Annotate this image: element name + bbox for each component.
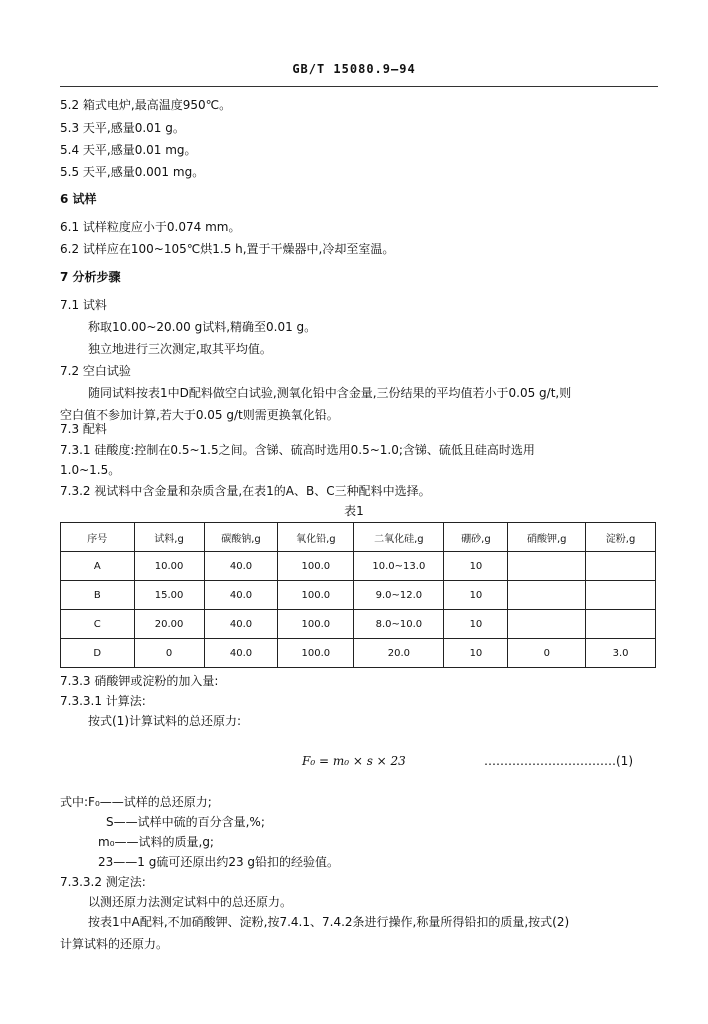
table-caption: 表1 [344,504,364,518]
header-rule [60,86,658,87]
section-7-title: 7 分析步骤 [60,270,121,284]
table-cell: 15.00 [134,581,204,610]
clause-7-3-3-2-text-1: 以测还原力法测定试料中的总还原力。 [88,895,293,909]
table-cell: B [61,581,135,610]
table-row [61,639,656,668]
clause-7-2-text-1: 随同试料按表1中D配料做空白试验,测氧化铅中含金量,三份结果的平均值若小于0.05 g/t,则 [88,386,572,400]
table-cell [586,581,656,610]
table-cell: 10.0~13.0 [354,552,444,581]
table-1 [60,522,656,668]
clause-5-4: 5.4 天平,感量0.01 mg。 [60,143,197,157]
table-cell: 20.00 [134,610,204,639]
clause-7-3-3-1: 7.3.3.1 计算法: [60,694,146,708]
where-line-1: 式中:F₀——试样的总还原力; [60,795,212,809]
clause-6-1: 6.1 试样粒度应小于0.074 mm。 [60,220,241,234]
clause-7-3: 7.3 配料 [60,422,107,436]
section-6-title: 6 试样 [60,192,97,206]
table-cell: 8.0~10.0 [354,610,444,639]
table-row [61,581,656,610]
table-cell [508,552,586,581]
table-cell: 100.0 [278,610,354,639]
table-row [61,610,656,639]
clause-7-3-1-cont: 1.0~1.5。 [60,463,121,477]
table-row [61,552,656,581]
clause-7-1-text-1: 称取10.00~20.00 g试料,精确至0.01 g。 [88,320,317,334]
clause-5-5: 5.5 天平,感量0.001 mg。 [60,165,205,179]
clause-7-3-2: 7.3.2 视试料中含金量和杂质含量,在表1的A、B、C三种配料中选择。 [60,484,431,498]
table-cell: 10 [444,610,508,639]
table-cell [586,552,656,581]
table-cell: 20.0 [354,639,444,668]
table-cell: 0 [134,639,204,668]
formula-number: ……………………………(1) [484,754,633,768]
clause-7-2: 7.2 空白试验 [60,364,131,378]
formula-1: F₀ = m₀ × s × 23 [302,754,406,768]
col-header: 二氧化硅,g [354,523,444,552]
clause-7-3-1: 7.3.1 硅酸度:控制在0.5~1.5之间。含锑、硫高时选用0.5~1.0;含锑、硫低且硅高时选用 [60,443,535,457]
clause-7-3-3-2-text-3: 计算试料的还原力。 [60,937,169,951]
table-cell: 9.0~12.0 [354,581,444,610]
col-header: 淀粉,g [586,523,656,552]
table-cell [508,581,586,610]
clause-5-3: 5.3 天平,感量0.01 g。 [60,121,185,135]
clause-6-2: 6.2 试样应在100~105℃烘1.5 h,置于干燥器中,冷却至室温。 [60,242,395,256]
table-cell: 0 [508,639,586,668]
table-cell: 40.0 [204,639,278,668]
table-cell: 10 [444,552,508,581]
where-line-3: m₀——试料的质量,g; [98,835,214,849]
clause-7-3-3-2: 7.3.3.2 测定法: [60,875,146,889]
where-line-2: S——试样中硫的百分含量,%; [106,815,265,829]
table-cell: A [61,552,135,581]
col-header: 试料,g [134,523,204,552]
clause-7-1: 7.1 试料 [60,298,107,312]
table-cell [508,610,586,639]
standard-header: GB/T 15080.9—94 [292,62,416,76]
where-line-4: 23——1 g硫可还原出约23 g铅扣的经验值。 [98,855,340,869]
col-header: 序号 [61,523,135,552]
col-header: 硼砂,g [444,523,508,552]
clause-7-3-3-1-text: 按式(1)计算试料的总还原力: [88,714,242,728]
table-cell: 100.0 [278,552,354,581]
col-header: 碳酸钠,g [204,523,278,552]
clause-5-2: 5.2 箱式电炉,最高温度950℃。 [60,98,232,112]
table-cell: 40.0 [204,610,278,639]
col-header: 硝酸钾,g [508,523,586,552]
table-cell: 100.0 [278,581,354,610]
table-cell: 40.0 [204,581,278,610]
col-header: 氧化铅,g [278,523,354,552]
table-cell: 3.0 [586,639,656,668]
table-cell: D [61,639,135,668]
clause-7-3-3-2-text-2: 按表1中A配料,不加硝酸钾、淀粉,按7.4.1、7.4.2条进行操作,称量所得铅扣的质量,按式(2) [88,915,570,929]
table-cell: C [61,610,135,639]
clause-7-2-text-2: 空白值不参加计算,若大于0.05 g/t则需更换氧化铅。 [60,408,339,422]
table-cell: 40.0 [204,552,278,581]
table-cell [586,610,656,639]
table-cell: 10 [444,639,508,668]
table-cell: 100.0 [278,639,354,668]
table-cell: 10.00 [134,552,204,581]
table-cell: 10 [444,581,508,610]
clause-7-1-text-2: 独立地进行三次测定,取其平均值。 [88,342,272,356]
clause-7-3-3: 7.3.3 硝酸钾或淀粉的加入量: [60,674,219,688]
table-header-row [61,523,656,552]
